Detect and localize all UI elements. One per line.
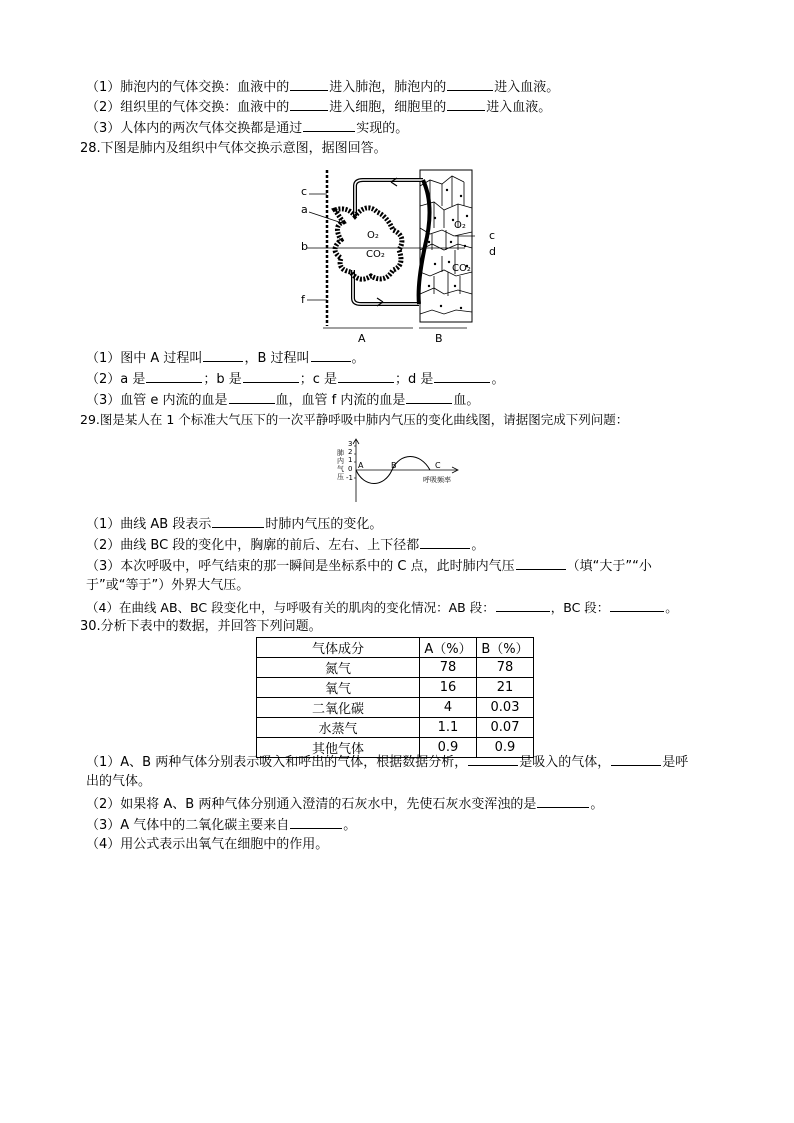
answer-blank[interactable] (420, 535, 470, 549)
answer-blank[interactable] (496, 598, 550, 612)
table-row (257, 718, 534, 738)
table-header: A（%） (420, 638, 477, 658)
table-cell: 0.9 (477, 738, 534, 758)
diagram-label-c-left: c (301, 185, 308, 198)
chart-ylabel: 肺 内 气 压 (337, 449, 344, 481)
diagram-label-A: A (358, 332, 366, 345)
q28-line-1: （1）图中 A 过程叫 ，B 过程叫 。 (86, 348, 365, 368)
table-cell: 水蒸气 (257, 718, 420, 738)
chart-point-C: C (435, 461, 441, 470)
table-cell: 0.03 (477, 698, 534, 718)
q30-line-2: （2）如果将 A、B 两种气体分别通入澄清的石灰水中，先使石灰水变浑浊的是 。 (86, 794, 603, 814)
answer-blank[interactable] (212, 514, 264, 528)
answer-blank[interactable] (290, 77, 328, 91)
q27-line-3: （3）人体内的两次气体交换都是通过 实现的。 (86, 118, 408, 138)
q29-line-3a: （3）本次呼吸中，呼气结束的那一瞬间是坐标系中的 C 点，此时肺内气压 （填“大于”“小 (86, 556, 652, 576)
answer-blank[interactable] (447, 77, 493, 91)
chart-point-B: B (391, 461, 397, 470)
q28-line-3: （3）血管 e 内流的血是 血，血管 f 内流的血是 血。 (86, 390, 479, 410)
table-cell: 78 (420, 658, 477, 678)
table-cell: 78 (477, 658, 534, 678)
table-cell: 16 (420, 678, 477, 698)
diagram-label-c-right: c (489, 229, 496, 242)
diagram-label-a: a (301, 203, 308, 216)
q30-line-1a: （1）A、B 两种气体分别表示吸入和呼出的气体，根据数据分析， 是吸入的气体， 是呼 (86, 752, 688, 772)
answer-blank[interactable] (406, 390, 452, 404)
q28-line-2: （2）a 是 ；b 是 ；c 是 ；d 是 。 (86, 369, 504, 389)
diagram-label-B: B (435, 332, 443, 345)
q29-line-1: （1）曲线 AB 段表示 时肺内气压的变化。 (86, 514, 382, 534)
answer-blank[interactable] (516, 556, 566, 570)
answer-blank[interactable] (311, 348, 351, 362)
answer-blank[interactable] (243, 369, 299, 383)
chart-ytick-2: 2 (348, 448, 353, 456)
answer-blank[interactable] (203, 348, 243, 362)
answer-blank[interactable] (447, 97, 485, 111)
answer-blank[interactable] (229, 390, 275, 404)
answer-blank[interactable] (611, 752, 661, 766)
answer-blank[interactable] (290, 815, 342, 829)
diagram-label-o2-right: O₂ (454, 220, 466, 231)
table-cell: 其他气体 (257, 738, 420, 758)
diagram-label-d: d (489, 245, 496, 258)
table-cell: 21 (477, 678, 534, 698)
chart-ytick-neg1: -1 (346, 474, 353, 482)
chart-ytick-0: 0 (348, 465, 353, 473)
diagram-label-co2-right: CO₂ (452, 263, 471, 274)
chart-ytick-1: 1 (348, 456, 353, 464)
answer-blank[interactable] (146, 369, 202, 383)
table-cell: 1.1 (420, 718, 477, 738)
table-header: 气体成分 (257, 638, 420, 658)
diagram-label-f: f (301, 293, 305, 306)
table-header: B（%） (477, 638, 534, 658)
gas-composition-table (256, 637, 534, 758)
answer-blank[interactable] (537, 794, 589, 808)
table-cell: 4 (420, 698, 477, 718)
table-header-row (257, 638, 534, 658)
table-row (257, 678, 534, 698)
q28-title: 28.下图是肺内及组织中气体交换示意图，据图回答。 (80, 141, 387, 156)
q29-line-2: （2）曲线 BC 段的变化中，胸廓的前后、左右、上下径都 。 (86, 535, 484, 555)
table-cell: 二氧化碳 (257, 698, 420, 718)
q27-line-1: （1）肺泡内的气体交换：血液中的 进入肺泡，肺泡内的 进入血液。 (86, 77, 559, 97)
answer-blank[interactable] (290, 97, 328, 111)
answer-blank[interactable] (338, 369, 394, 383)
table-cell: 氧气 (257, 678, 420, 698)
q30-line-1b: 出的气体。 (86, 774, 152, 789)
gas-exchange-diagram (295, 166, 475, 346)
chart-ytick-3: 3 (348, 440, 353, 448)
q30-line-3: （3）A 气体中的二氧化碳主要来自 。 (86, 815, 356, 835)
chart-point-A: A (358, 461, 364, 470)
q30-line-4: （4）用公式表示出氧气在细胞中的作用。 (86, 837, 329, 852)
q29-line-3b: 于”或“等于”）外界大气压。 (86, 578, 250, 593)
q30-title: 30.分析下表中的数据，并回答下列问题。 (80, 619, 322, 634)
answer-blank[interactable] (434, 369, 490, 383)
q29-title: 29.图是某人在 1 个标准大气压下的一次平静呼吸中肺内气压的变化曲线图，请据图完成下列问题： (80, 412, 629, 427)
diagram-label-o2-left: O₂ (367, 230, 379, 241)
table-row (257, 698, 534, 718)
table-cell: 0.07 (477, 718, 534, 738)
diagram-label-b: b (301, 240, 308, 253)
table-cell: 0.9 (420, 738, 477, 758)
answer-blank[interactable] (303, 118, 355, 132)
chart-xlabel: 呼吸频率 (423, 476, 451, 484)
table-row (257, 658, 534, 678)
diagram-label-co2-left: CO₂ (366, 249, 385, 260)
pressure-curve-chart (334, 436, 464, 508)
answer-blank[interactable] (610, 598, 664, 612)
answer-blank[interactable] (468, 752, 518, 766)
table-cell: 氮气 (257, 658, 420, 678)
q27-line-2: （2）组织里的气体交换：血液中的 进入细胞，细胞里的 进入血液。 (86, 97, 551, 117)
q29-line-4: （4）在曲线 AB、BC 段变化中，与呼吸有关的肌肉的变化情况：AB 段： ，BC 段： 。 (86, 600, 678, 615)
